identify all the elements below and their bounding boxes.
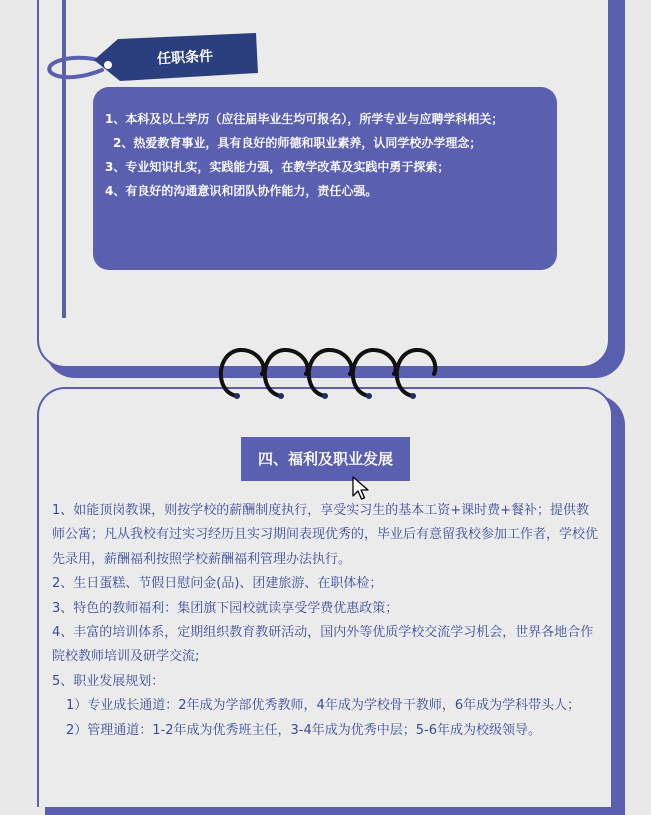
requirements-tag-label: 任职条件 [156, 48, 214, 68]
binder-rings-icon [210, 340, 440, 404]
benefit-paragraph: 2、生日蛋糕、节假日慰问金(品)、团建旅游、在职体检； [52, 576, 383, 592]
benefits-body [52, 499, 602, 743]
requirement-item: 4、有良好的沟通意识和团队协作能力，责任心强。 [105, 184, 378, 198]
requirement-item: 2、热爱教育事业，具有良好的师德和职业素养，认同学校办学理念； [113, 136, 482, 150]
benefit-paragraph: 2）管理通道：1-2年成为优秀班主任，3-4年成为优秀中层；5-6年成为校级领导。 [66, 722, 541, 738]
benefit-paragraph: 1）专业成长通道：2年成为学部优秀教师，4年成为学校骨干教师，6年成为学科带头人； [66, 698, 581, 714]
section-title: 四、福利及职业发展 [241, 437, 410, 481]
benefit-paragraph: 4、丰富的培训体系，定期组织教育教研活动，国内外等优质学校交流学习机会，世界各地合作院校教师培训及研学交流; [52, 625, 594, 665]
benefit-paragraph: 3、特色的教师福利：集团旗下园校就读享受学费优惠政策； [52, 600, 399, 616]
benefit-paragraph: 5、职业发展规划： [52, 673, 165, 689]
requirement-item: 1、本科及以上学历（应往届毕业生均可报名），所学专业与应聘学科相关； [105, 112, 504, 126]
benefit-paragraph: 1、如能顶岗教课，则按学校的薪酬制度执行，享受实习生的基本工资+课时费+餐补；提供教师公寓；凡从我校有过实习经历且实习期间表现优秀的，毕业后有意留我校参加工作者，学校优先录用，薪酬福利按照学校薪酬福利管理办法执行。 [52, 503, 599, 567]
requirements-box [93, 87, 557, 270]
requirement-item: 3、专业知识扎实，实践能力强，在教学改革及实践中勇于探索； [105, 160, 450, 174]
